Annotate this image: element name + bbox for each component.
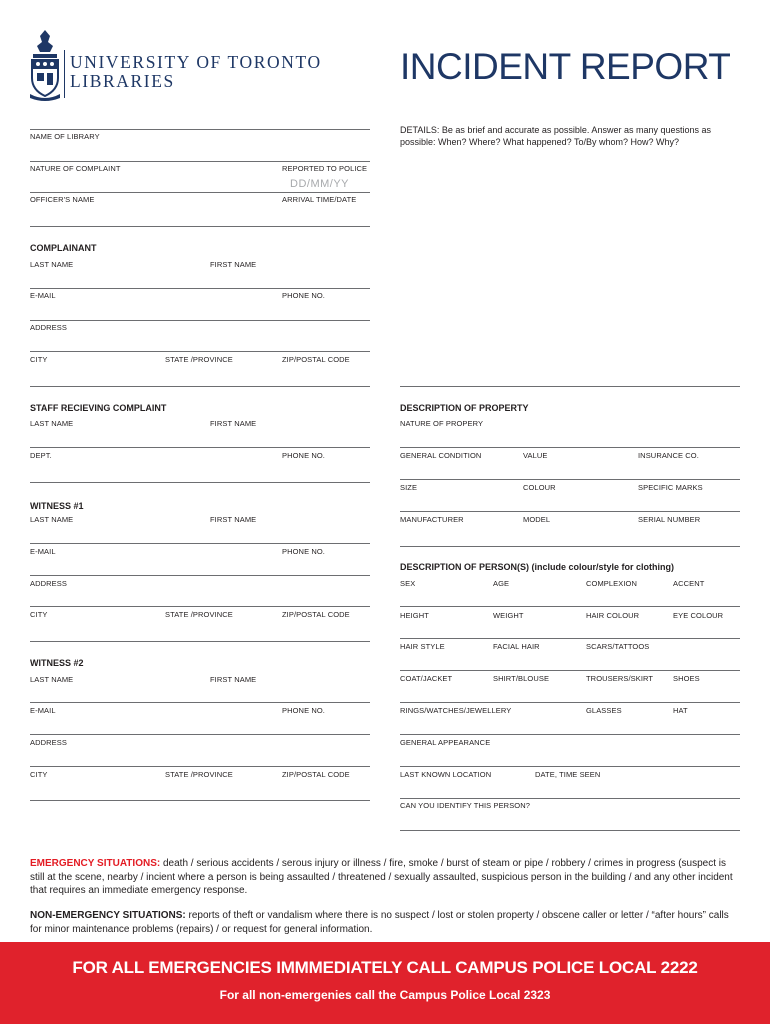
person-age-field[interactable] <box>493 579 581 609</box>
non-emergency-situations-note <box>30 909 742 936</box>
person-shoes-field[interactable] <box>673 674 740 704</box>
witness2-email-label: E-MAIL <box>30 706 56 715</box>
complainant-last-name-field[interactable] <box>30 260 205 290</box>
property-nature-label: NATURE OF PROPERY <box>400 419 484 428</box>
field-line <box>400 798 740 799</box>
witness1-last-name-field[interactable] <box>30 515 205 545</box>
name-of-library-label: NAME OF LIBRARY <box>30 132 100 141</box>
witness2-zip-field[interactable] <box>282 770 370 800</box>
property-condition-field[interactable] <box>400 451 518 481</box>
person-shoes-label: SHOES <box>673 674 700 683</box>
field-line <box>30 288 370 289</box>
field-line <box>400 447 740 448</box>
person-trousers-field[interactable] <box>586 674 668 704</box>
emergency-banner-sub-text: For all non-emergenies call the Campus Police Local 2323 <box>219 988 551 1002</box>
property-manufacturer-label: MANUFACTURER <box>400 515 464 524</box>
field-line <box>400 702 740 703</box>
field-line <box>30 734 370 735</box>
person-scars-label: SCARS/TATTOOS <box>586 642 650 651</box>
witness2-phone-label: PHONE NO. <box>282 706 325 715</box>
field-line <box>30 447 370 448</box>
witness1-heading: WITNESS #1 <box>30 501 84 511</box>
person-accent-field[interactable] <box>673 579 740 609</box>
person-hair-colour-label: HAIR COLOUR <box>586 611 640 620</box>
witness1-address-label: ADDRESS <box>30 579 67 588</box>
person-complexion-field[interactable] <box>586 579 668 609</box>
field-line <box>30 320 370 321</box>
person-hat-label: HAT <box>673 706 688 715</box>
nature-of-complaint-label: NATURE OF COMPLAINT <box>30 164 121 173</box>
property-serial-label: SERIAL NUMBER <box>638 515 701 524</box>
person-height-field[interactable] <box>400 611 488 641</box>
witness2-city-label: CITY <box>30 770 48 779</box>
person-eye-colour-field[interactable] <box>673 611 740 641</box>
officers-name-field[interactable] <box>30 195 280 225</box>
field-line <box>400 734 740 735</box>
property-model-field[interactable] <box>523 515 633 545</box>
person-coat-label: COAT/JACKET <box>400 674 453 683</box>
field-line <box>30 226 370 227</box>
witness1-email-label: E-MAIL <box>30 547 56 556</box>
person-scars-field[interactable] <box>586 642 740 672</box>
witness1-city-label: CITY <box>30 610 48 619</box>
field-line <box>400 511 740 512</box>
complainant-phone-label: PHONE NO. <box>282 291 325 300</box>
property-manufacturer-field[interactable] <box>400 515 518 545</box>
non-emergency-situations-text: reports of theft or vandalism where there is no suspect / lost or stolen property / obscene caller or letter / “after hours” calls for minor maintenance problems (repairs) / or request for general information. <box>30 910 729 935</box>
complainant-first-name-field[interactable] <box>210 260 370 290</box>
staff-phone-field[interactable] <box>282 451 370 481</box>
field-line <box>400 670 740 671</box>
complainant-address-label: ADDRESS <box>30 323 67 332</box>
witness1-zip-label: ZIP/POSTAL CODE <box>282 610 350 619</box>
logo-libraries-name: LIBRARIES <box>70 71 175 91</box>
staff-phone-label: PHONE NO. <box>282 451 325 460</box>
emergency-situations-text: death / serious accidents / serous injury or illness / fire, smoke / burst of steam or pipe / robbery / crimes in progress (suspect is still at the scene, nearby / incient where a person is being assaulted / threatened / sexually assaulted, suspicious person in the building / and any other incident that requires an immediate emergency response. <box>30 858 733 896</box>
staff-dept-field[interactable] <box>30 451 278 481</box>
person-rings-field[interactable] <box>400 706 581 736</box>
person-appearance-label: GENERAL APPEARANCE <box>400 738 491 747</box>
field-line <box>30 575 370 576</box>
details-instructions: DETAILS: Be as brief and accurate as possible. Answer as many questions as possible: When? Where? What happened? To/By whom? How? Why? <box>400 125 711 147</box>
field-line <box>30 543 370 544</box>
staff-last-name-label: LAST NAME <box>30 419 74 428</box>
person-hair-style-field[interactable] <box>400 642 488 672</box>
witness2-first-name-field[interactable] <box>210 675 370 705</box>
emergency-situations-heading: EMERGENCY SITUATIONS: <box>30 858 161 869</box>
witness2-city-field[interactable] <box>30 770 160 800</box>
reported-to-police-label: REPORTED TO POLICE <box>282 164 368 173</box>
complainant-zip-label: ZIP/POSTAL CODE <box>282 355 350 364</box>
staff-first-name-label: FIRST NAME <box>210 419 257 428</box>
field-line <box>400 546 740 547</box>
witness2-address-label: ADDRESS <box>30 738 67 747</box>
emergency-banner-main-text: FOR ALL EMERGENCIES IMMMEDIATELY CALL CAMPUS POLICE LOCAL 2222 <box>72 958 698 977</box>
university-crest-logo <box>28 28 62 102</box>
field-line <box>30 161 370 162</box>
field-line <box>400 830 740 831</box>
witness1-city-field[interactable] <box>30 610 160 640</box>
witness2-phone-field[interactable] <box>282 706 370 736</box>
field-line <box>30 766 370 767</box>
person-glasses-label: GLASSES <box>586 706 622 715</box>
person-accent-label: ACCENT <box>673 579 705 588</box>
complainant-phone-field[interactable] <box>282 291 370 321</box>
reported-date-field[interactable]: DD/MM/YY <box>290 178 349 190</box>
field-line <box>30 129 370 130</box>
field-line <box>400 638 740 639</box>
page-title: INCIDENT REPORT <box>400 46 731 87</box>
person-facial-hair-label: FACIAL HAIR <box>493 642 540 651</box>
arrival-time-field[interactable] <box>282 195 370 225</box>
person-glasses-field[interactable] <box>586 706 668 736</box>
person-location-label: LAST KNOWN LOCATION <box>400 770 492 779</box>
person-date-seen-label: DATE, TIME SEEN <box>535 770 601 779</box>
property-marks-label: SPECIFIC MARKS <box>638 483 703 492</box>
witness1-zip-field[interactable] <box>282 610 370 640</box>
witness1-state-field[interactable] <box>165 610 278 640</box>
complainant-city-field[interactable] <box>30 355 160 385</box>
person-sex-label: SEX <box>400 579 416 588</box>
witness2-last-name-field[interactable] <box>30 675 205 705</box>
complainant-zip-field[interactable] <box>282 355 370 385</box>
complainant-address-field[interactable] <box>30 323 370 353</box>
person-identify-field[interactable] <box>400 801 740 831</box>
person-complexion-label: COMPLEXION <box>586 579 638 588</box>
property-condition-label: GENERAL CONDITION <box>400 451 482 460</box>
person-facial-hair-field[interactable] <box>493 642 581 672</box>
non-emergency-situations-heading: NON-EMERGENCY SITUATIONS: <box>30 910 186 921</box>
person-trousers-label: TROUSERS/SKIRT <box>586 674 654 683</box>
person-height-label: HEIGHT <box>400 611 429 620</box>
person-hair-colour-field[interactable] <box>586 611 668 641</box>
witness1-address-field[interactable] <box>30 579 370 609</box>
emergency-situations-note <box>30 857 742 898</box>
field-line <box>30 641 370 642</box>
person-shirt-field[interactable] <box>493 674 581 704</box>
witness2-email-field[interactable] <box>30 706 278 736</box>
person-rings-label: RINGS/WATCHES/JEWELLERY <box>400 706 512 715</box>
property-value-label: VALUE <box>523 451 548 460</box>
field-line <box>30 606 370 607</box>
field-line <box>30 482 370 483</box>
complainant-state-label: STATE /PROVINCE <box>165 355 233 364</box>
person-date-seen-field[interactable] <box>535 770 740 800</box>
property-value-field[interactable] <box>523 451 633 481</box>
complainant-email-label: E-MAIL <box>30 291 56 300</box>
person-hat-field[interactable] <box>673 706 740 736</box>
property-size-label: SIZE <box>400 483 418 492</box>
field-line <box>400 766 740 767</box>
witness2-address-field[interactable] <box>30 738 370 768</box>
witness1-first-name-label: FIRST NAME <box>210 515 257 524</box>
person-appearance-field[interactable] <box>400 738 740 768</box>
complainant-city-label: CITY <box>30 355 48 364</box>
person-age-label: AGE <box>493 579 510 588</box>
witness2-last-name-label: LAST NAME <box>30 675 74 684</box>
person-coat-field[interactable] <box>400 674 488 704</box>
person-hair-style-label: HAIR STYLE <box>400 642 445 651</box>
person-shirt-label: SHIRT/BLOUSE <box>493 674 550 683</box>
field-line <box>30 351 370 352</box>
witness2-first-name-label: FIRST NAME <box>210 675 257 684</box>
property-nature-field[interactable] <box>400 419 740 449</box>
person-location-field[interactable] <box>400 770 530 800</box>
witness2-state-label: STATE /PROVINCE <box>165 770 233 779</box>
officers-name-label: OFFICER'S NAME <box>30 195 95 204</box>
logo-divider <box>64 50 65 98</box>
property-heading: DESCRIPTION OF PROPERTY <box>400 403 529 413</box>
persons-heading: DESCRIPTION OF PERSON(S) (include colour/style for clothing) <box>400 562 675 572</box>
witness2-heading: WITNESS #2 <box>30 658 84 668</box>
staff-dept-label: DEPT. <box>30 451 52 460</box>
field-line <box>30 192 370 193</box>
witness2-state-field[interactable] <box>165 770 278 800</box>
emergency-banner <box>0 942 770 1024</box>
person-weight-label: WEIGHT <box>493 611 524 620</box>
witness1-first-name-field[interactable] <box>210 515 370 545</box>
staff-heading: STAFF RECIEVING COMPLAINT <box>30 403 167 413</box>
field-line <box>30 702 370 703</box>
property-colour-field[interactable] <box>523 483 633 513</box>
property-size-field[interactable] <box>400 483 518 513</box>
staff-last-name-field[interactable] <box>30 419 205 449</box>
field-line <box>30 386 370 387</box>
witness1-email-field[interactable] <box>30 547 278 577</box>
field-line <box>400 386 740 387</box>
complainant-email-field[interactable] <box>30 291 278 321</box>
witness1-phone-label: PHONE NO. <box>282 547 325 556</box>
witness2-zip-label: ZIP/POSTAL CODE <box>282 770 350 779</box>
person-sex-field[interactable] <box>400 579 488 609</box>
person-identify-label: CAN YOU IDENTIFY THIS PERSON? <box>400 801 531 810</box>
arrival-time-label: ARRIVAL TIME/DATE <box>282 195 357 204</box>
complainant-heading: COMPLAINANT <box>30 243 97 253</box>
witness1-state-label: STATE /PROVINCE <box>165 610 233 619</box>
staff-first-name-field[interactable] <box>210 419 370 449</box>
field-line <box>30 800 370 801</box>
property-model-label: MODEL <box>523 515 551 524</box>
property-marks-field[interactable] <box>638 483 740 513</box>
complainant-first-name-label: FIRST NAME <box>210 260 257 269</box>
witness1-phone-field[interactable] <box>282 547 370 577</box>
logo-university-name: UNIVERSITY OF TORONTO <box>70 52 322 72</box>
property-insurance-field[interactable] <box>638 451 740 481</box>
name-of-library-field[interactable] <box>30 132 370 162</box>
nature-of-complaint-field[interactable] <box>30 164 280 194</box>
person-weight-field[interactable] <box>493 611 581 641</box>
complainant-last-name-label: LAST NAME <box>30 260 74 269</box>
complainant-state-field[interactable] <box>165 355 278 385</box>
property-colour-label: COLOUR <box>523 483 556 492</box>
witness1-last-name-label: LAST NAME <box>30 515 74 524</box>
field-line <box>400 479 740 480</box>
field-line <box>400 606 740 607</box>
property-serial-field[interactable] <box>638 515 740 545</box>
property-insurance-label: INSURANCE CO. <box>638 451 699 460</box>
person-eye-colour-label: EYE COLOUR <box>673 611 724 620</box>
